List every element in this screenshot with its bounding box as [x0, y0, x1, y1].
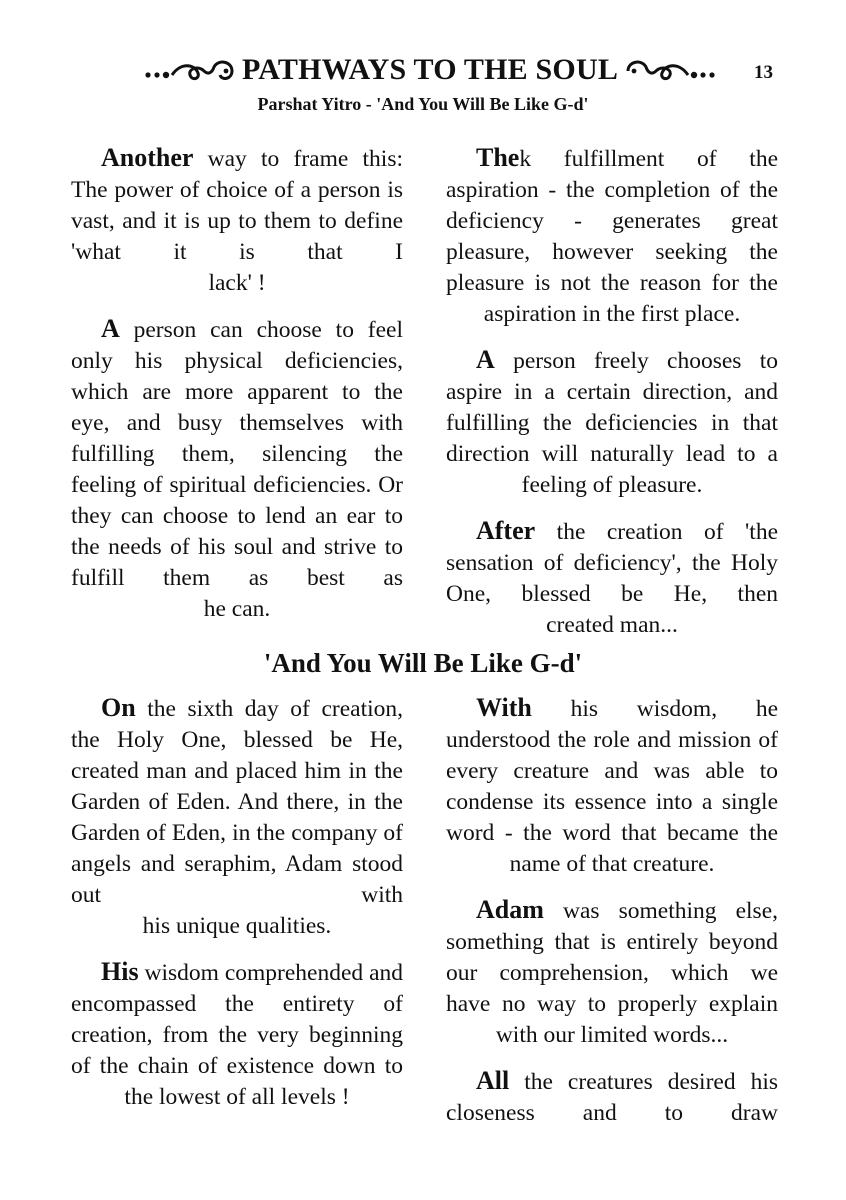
paragraph: With his wisdom, he understood the role and mission of every creature and was able to condense its essence into a single word - the word that became the name of that creature.: [446, 693, 779, 877]
paragraph: Adam was something else, something that is entirely beyond our comprehension, which we have no way to properly explain with our limited words...: [446, 895, 778, 1048]
paragraph: A person can choose to feel only his physical deficiencies, which are more apparent to the eye, and busy themselves with fulfilling them, silencing the feeling of spiritual deficiencies. Or they can choose to lend an ear to the needs of his soul and strive to fulfill them as best as he can.: [71, 314, 404, 622]
column-bottom-right: [446, 692, 778, 1143]
right-ornament-icon: [622, 55, 718, 85]
paragraph: Thek fulfillment of the aspiration - the completion of the deficiency - generates great pleasure, however seeking the pleasure is not the reason for the aspiration in the first place.: [446, 143, 778, 327]
page-number: 13: [754, 62, 773, 83]
book-title: PATHWAYS TO THE SOUL: [241, 53, 619, 86]
column-bottom-left: [71, 692, 403, 1127]
paragraph: On the sixth day of creation, the Holy One, blessed be He, created man and placed him in the Garden of Eden. And there, in the Garden of Eden, in the company of angels and seraphim, Adam stood out with his unique qualities.: [71, 693, 403, 939]
paragraph: His wisdom comprehended and encompassed the entirety of creation, from the very beginning of the chain of existence down to the lowest of all levels !: [71, 957, 404, 1110]
left-ornament-icon: [142, 55, 238, 85]
title-row: [130, 48, 730, 92]
page-subtitle: Parshat Yitro - 'And You Will Be Like G-d': [257, 94, 589, 114]
page-header: [0, 48, 846, 92]
column-top-right: [446, 142, 778, 655]
paragraph: Another way to frame this: The power of choice of a person is vast, and it is up to them to define 'what it is that I lack' !: [71, 143, 403, 296]
column-top-left: [71, 142, 403, 639]
paragraph: A person freely chooses to aspire in a certain direction, and fulfilling the deficiencies in that direction will naturally lead to a feeling of pleasure.: [446, 345, 779, 498]
paragraph: All the creatures desired his closeness and to draw: [446, 1066, 779, 1126]
section-heading: 'And You Will Be Like G-d': [263, 648, 583, 678]
paragraph: After the creation of 'the sensation of deficiency', the Holy One, blessed be He, then created man...: [446, 516, 779, 638]
